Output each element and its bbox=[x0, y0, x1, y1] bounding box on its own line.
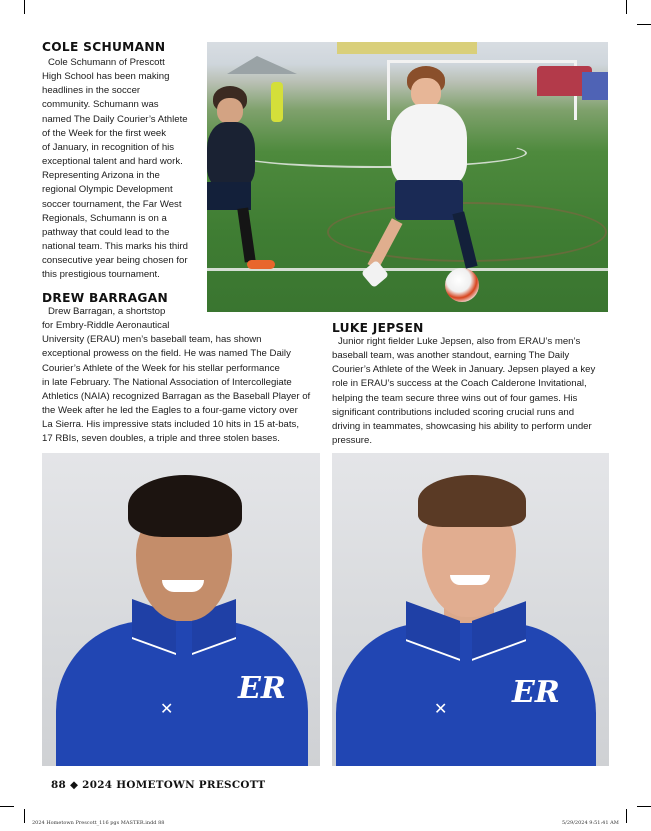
print-slug-left: 2024 Hometown Prescott_116 pgs MASTER.indd 88 bbox=[32, 820, 165, 826]
print-slug-right: 5/29/2024 9:51:41 AM bbox=[562, 820, 619, 826]
text-line: Junior right fielder Luke Jepsen, also from ERAU’s men’s bbox=[338, 336, 581, 347]
text-line: role in ERAU’s success at the Coach Calderone Invitational, bbox=[332, 378, 587, 390]
text-line: named The Daily Courier’s Athlete bbox=[42, 113, 188, 125]
text-line: Courier’s Athlete of the Week for his stellar performance bbox=[42, 362, 280, 374]
text-line: pressure. bbox=[332, 435, 372, 447]
text-line: for Embry-Riddle Aeronautical bbox=[42, 320, 170, 332]
soccer-ball bbox=[445, 268, 479, 302]
text-line: Cole Schumann of Prescott bbox=[48, 57, 165, 68]
smile bbox=[162, 580, 204, 592]
crop-mark bbox=[626, 0, 627, 14]
page-folio: 88 ◆ 2024 HOMETOWN PRESCOTT bbox=[51, 779, 266, 791]
er-logo: ER bbox=[238, 671, 286, 706]
text-line: regional Olympic Development bbox=[42, 184, 173, 196]
luke-jepsen-body bbox=[332, 335, 612, 448]
text-line: baseball team, was another standout, earning The Daily bbox=[332, 350, 570, 362]
luke-jepsen-heading: LUKE JEPSEN bbox=[332, 321, 424, 335]
cole-schumann-body bbox=[42, 56, 204, 283]
crop-mark bbox=[24, 809, 25, 823]
text-line: in late February. The National Association of Intercollegiate bbox=[42, 376, 292, 388]
text-line: headlines in the soccer bbox=[42, 85, 141, 97]
text-line: this prestigious tournament. bbox=[42, 269, 160, 281]
defender-jersey bbox=[207, 122, 255, 188]
drew-barragan-portrait bbox=[42, 453, 320, 766]
soccer-action-photo bbox=[207, 42, 608, 312]
text-line: 17 RBIs, seven doubles, a triple and three stolen bases. bbox=[42, 433, 280, 445]
text-line: University (ERAU) men’s baseball team, has shown bbox=[42, 334, 262, 346]
under-armour-logo: ✕ bbox=[160, 699, 174, 718]
text-line: La Sierra. His impressive stats included 10 hits in 15 at-bats, bbox=[42, 419, 300, 431]
crop-mark bbox=[0, 806, 14, 807]
text-line: Athletics (NAIA) recognized Barragan as the Baseball Player of bbox=[42, 390, 311, 402]
text-line: Courier’s Athlete of the Week in January. Jepsen played a key bbox=[332, 364, 596, 376]
attacker-cleat bbox=[361, 260, 389, 288]
text-line: pathway that could lead to the bbox=[42, 226, 170, 238]
text-line: exceptional talent and hard work. bbox=[42, 156, 183, 168]
crop-mark bbox=[637, 806, 651, 807]
text-line: Representing Arizona in the bbox=[42, 170, 160, 182]
text-line: of January, in recognition of his bbox=[42, 141, 175, 153]
text-line: Regionals, Schumann is on a bbox=[42, 212, 167, 224]
defender-head bbox=[217, 98, 243, 124]
text-line: driving in teammates, showcasing his ability to perform under bbox=[332, 420, 592, 432]
drew-barragan-body bbox=[42, 305, 322, 447]
defender-shorts bbox=[207, 182, 251, 210]
cole-schumann-heading: COLE SCHUMANN bbox=[42, 40, 166, 54]
text-line: of the Week for the first week bbox=[42, 127, 167, 139]
crop-mark bbox=[637, 24, 651, 25]
attacker-jersey bbox=[391, 104, 467, 188]
text-line: exceptional prowess on the field. He was named The Daily bbox=[42, 348, 291, 360]
text-line: helping the team secure three wins out of four games. His bbox=[332, 392, 578, 404]
defender-leg bbox=[237, 207, 255, 262]
text-line: soccer tournament, the Far West bbox=[42, 198, 182, 210]
text-line: consecutive year being chosen for bbox=[42, 255, 188, 267]
scoreboard-frame bbox=[337, 42, 477, 54]
text-line: High School has been making bbox=[42, 71, 170, 83]
er-logo: ER bbox=[512, 675, 560, 710]
text-line: significant contributions included scoring crucial runs and bbox=[332, 406, 575, 418]
defender-cleat bbox=[247, 260, 275, 269]
text-line: the Week after he led the Eagles to a four-game victory over bbox=[42, 405, 298, 417]
center-circle bbox=[227, 138, 527, 168]
luke-jepsen-portrait bbox=[332, 453, 609, 766]
drew-barragan-heading: DREW BARRAGAN bbox=[42, 291, 168, 305]
smile bbox=[450, 575, 490, 585]
text-line: Drew Barragan, a shortstop bbox=[48, 306, 166, 317]
text-line: community. Schumann was bbox=[42, 99, 159, 111]
mountain-shape bbox=[227, 56, 297, 74]
crop-mark bbox=[626, 809, 627, 823]
crop-mark bbox=[24, 0, 25, 14]
text-line: national team. This marks his third bbox=[42, 241, 188, 253]
tent bbox=[582, 72, 608, 100]
referee-figure bbox=[271, 82, 283, 122]
under-armour-logo: ✕ bbox=[434, 699, 448, 718]
wavy-hair bbox=[418, 475, 526, 527]
curly-hair bbox=[128, 475, 242, 537]
